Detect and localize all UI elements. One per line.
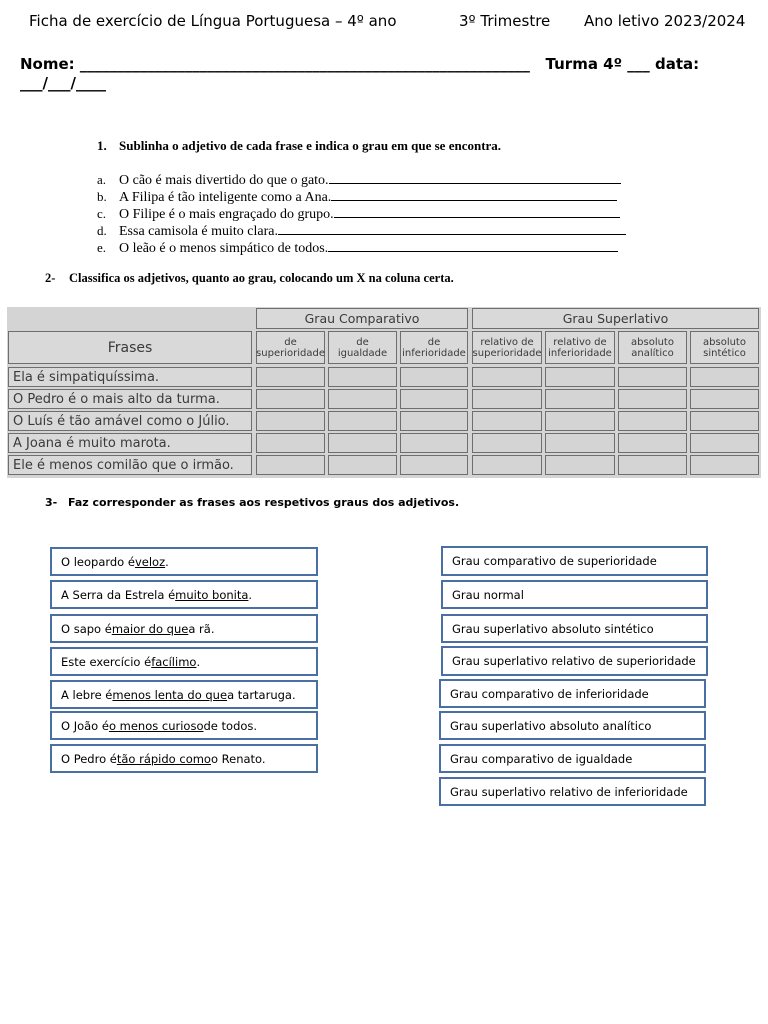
- table-row-sentence: O Pedro é o mais alto da turma.: [8, 389, 252, 409]
- degree-box[interactable]: Grau comparativo de superioridade: [441, 546, 708, 576]
- sentence-adjective: muito bonita: [175, 587, 249, 602]
- degree-box[interactable]: Grau normal: [441, 580, 708, 609]
- sentence-adjective: veloz: [134, 554, 166, 569]
- subheader-line: relativo de: [480, 336, 534, 348]
- exercise2-instruction: Classifica os adjetivos, quanto ao grau, colocando um X na coluna certa.: [69, 271, 454, 285]
- subheader-line: relativo de: [553, 336, 607, 348]
- answer-cell[interactable]: [690, 367, 759, 387]
- subheader-line: superioridade: [256, 347, 325, 359]
- item-letter: e.: [97, 240, 107, 255]
- degree-box[interactable]: Grau comparativo de igualdade: [439, 744, 706, 773]
- answer-cell[interactable]: [545, 455, 615, 475]
- sentence-box[interactable]: [50, 647, 318, 676]
- exercise2-number: 2-: [45, 271, 56, 285]
- answer-cell[interactable]: [472, 389, 542, 409]
- answer-cell[interactable]: [618, 433, 687, 453]
- degree-box[interactable]: Grau superlativo absoluto sintético: [441, 614, 708, 643]
- item-letter: a.: [97, 172, 107, 187]
- sentence-text: O leopardo é: [61, 554, 135, 569]
- degree-box[interactable]: Grau superlativo relativo de inferioridade: [439, 777, 706, 806]
- answer-cell[interactable]: [328, 411, 397, 431]
- answer-cell[interactable]: [618, 367, 687, 387]
- worksheet-header: [0, 12, 768, 34]
- sentence-text: O Pedro é: [61, 751, 117, 766]
- subheader-line: sintético: [703, 347, 746, 359]
- exercise1-item: [97, 239, 626, 256]
- table-row-sentence: A Joana é muito marota.: [8, 433, 252, 453]
- answer-cell[interactable]: [545, 433, 615, 453]
- answer-cell[interactable]: [472, 411, 542, 431]
- answer-cell[interactable]: [400, 433, 468, 453]
- table-row-sentence: Ele é menos comilão que o irmão.: [8, 455, 252, 475]
- sentence-box[interactable]: [50, 614, 318, 643]
- sentence-text: .: [196, 654, 201, 669]
- exercise1-item: [97, 171, 626, 188]
- item-letter: d.: [97, 223, 107, 238]
- subheader-comparativo-igualdade: [328, 331, 397, 364]
- subheader-absoluto-analitico: [618, 331, 687, 364]
- exercise1-instruction: Sublinha o adjetivo de cada frase e indica o grau em que se encontra.: [119, 138, 502, 153]
- answer-cell[interactable]: [618, 455, 687, 475]
- item-letter: c.: [97, 206, 107, 221]
- sentence-adjective: maior do que: [111, 621, 189, 636]
- header-grau-comparativo: Grau Comparativo: [256, 308, 468, 329]
- answer-cell[interactable]: [256, 367, 325, 387]
- answer-cell[interactable]: [545, 367, 615, 387]
- exercise3-number: 3-: [45, 496, 58, 509]
- degree-box[interactable]: Grau superlativo absoluto analítico: [439, 711, 706, 740]
- table-row-sentence: O Luís é tão amável como o Júlio.: [8, 411, 252, 431]
- answer-cell[interactable]: [472, 367, 542, 387]
- answer-cell[interactable]: [472, 433, 542, 453]
- header-grau-superlativo: Grau Superlativo: [472, 308, 759, 329]
- subheader-line: analítico: [631, 347, 674, 359]
- answer-blank[interactable]: [328, 239, 618, 252]
- table-row-sentence: Ela é simpatiquíssima.: [8, 367, 252, 387]
- worksheet-title: Ficha de exercício de Língua Portuguesa – 4º ano: [29, 12, 397, 30]
- term-label: 3º Trimestre: [459, 12, 551, 30]
- exercise1-list: [97, 171, 626, 256]
- school-year-label: Ano letivo 2023/2024: [584, 12, 746, 30]
- answer-cell[interactable]: [400, 411, 468, 431]
- answer-cell[interactable]: [545, 389, 615, 409]
- exercise3-heading: [45, 496, 459, 509]
- exercise2-heading: [45, 271, 454, 286]
- item-text: Essa camisola é muito clara.: [119, 224, 278, 239]
- sentence-text: O sapo é: [61, 621, 112, 636]
- subheader-absoluto-sintetico: [690, 331, 759, 364]
- subheader-line: inferioridade: [402, 347, 466, 359]
- subheader-comparativo-inferioridade: [400, 331, 468, 364]
- answer-blank[interactable]: [331, 188, 617, 201]
- sentence-text: o Renato.: [210, 751, 266, 766]
- sentence-text: O João é: [61, 718, 109, 733]
- subheader-relativo-inferioridade: [545, 331, 615, 364]
- subheader-line: absoluto: [703, 336, 746, 348]
- answer-cell[interactable]: [400, 455, 468, 475]
- answer-cell[interactable]: [400, 389, 468, 409]
- header-frases: Frases: [8, 331, 252, 364]
- subheader-relativo-superioridade: [472, 331, 542, 364]
- answer-cell[interactable]: [690, 389, 759, 409]
- subheader-line: absoluto: [631, 336, 674, 348]
- subheader-line: igualdade: [337, 347, 388, 359]
- answer-cell[interactable]: [256, 389, 325, 409]
- item-text: O cão é mais divertido do que o gato.: [119, 173, 329, 188]
- subheader-comparativo-superioridade: [256, 331, 325, 364]
- answer-cell[interactable]: [328, 367, 397, 387]
- subheader-line: superioridade: [472, 347, 542, 359]
- sentence-adjective: tão rápido como: [116, 751, 211, 766]
- sentence-text: Este exercício é: [61, 654, 152, 669]
- answer-cell[interactable]: [618, 389, 687, 409]
- sentence-text: de todos.: [203, 718, 258, 733]
- sentence-box[interactable]: [50, 711, 318, 740]
- exercise1-item: [97, 222, 626, 239]
- answer-cell[interactable]: [545, 411, 615, 431]
- sentence-text: a tartaruga.: [227, 687, 296, 702]
- answer-cell[interactable]: [256, 455, 325, 475]
- exercise1-item: [97, 205, 626, 222]
- exercise1-number: 1.: [97, 138, 107, 153]
- answer-cell[interactable]: [256, 411, 325, 431]
- item-letter: b.: [97, 189, 107, 204]
- sentence-adjective: o menos curioso: [108, 718, 204, 733]
- answer-cell[interactable]: [618, 411, 687, 431]
- answer-blank[interactable]: [329, 171, 621, 184]
- sentence-box[interactable]: [50, 547, 318, 576]
- sentence-box[interactable]: [50, 744, 318, 773]
- classification-table: [7, 307, 761, 478]
- answer-cell[interactable]: [328, 389, 397, 409]
- answer-cell[interactable]: [690, 411, 759, 431]
- subheader-line: de: [427, 336, 441, 348]
- sentence-adjective: menos lenta do que: [112, 687, 228, 702]
- item-text: A Filipa é tão inteligente como a Ana.: [119, 190, 332, 205]
- answer-cell[interactable]: [256, 433, 325, 453]
- exercise1-heading: [97, 138, 501, 154]
- item-text: O leão é o menos simpático de todos.: [119, 241, 329, 256]
- degree-box[interactable]: Grau superlativo relativo de superioridade: [441, 646, 708, 676]
- sentence-text: A lebre é: [61, 687, 113, 702]
- answer-cell[interactable]: [328, 433, 397, 453]
- answer-cell[interactable]: [328, 455, 397, 475]
- student-info-line[interactable]: Nome: ____________________________________________________________ Turma 4º ___ data: ___/___/____: [20, 55, 705, 92]
- exercise3-instruction: Faz corresponder as frases aos respetivos graus dos adjetivos.: [68, 496, 460, 509]
- sentence-text: .: [248, 587, 253, 602]
- degree-box[interactable]: Grau comparativo de inferioridade: [439, 679, 706, 708]
- sentence-text: A Serra da Estrela é: [61, 587, 176, 602]
- answer-blank[interactable]: [334, 205, 620, 218]
- sentence-box[interactable]: [50, 680, 318, 709]
- item-text: O Filipe é o mais engraçado do grupo.: [119, 207, 334, 222]
- answer-blank[interactable]: [278, 222, 626, 235]
- answer-cell[interactable]: [690, 433, 759, 453]
- sentence-adjective: facílimo: [151, 654, 197, 669]
- subheader-line: de: [356, 336, 369, 348]
- answer-cell[interactable]: [400, 367, 468, 387]
- sentence-text: .: [165, 554, 169, 569]
- answer-cell[interactable]: [690, 455, 759, 475]
- sentence-text: a rã.: [188, 621, 215, 636]
- subheader-line: de: [284, 336, 297, 348]
- answer-cell[interactable]: [472, 455, 542, 475]
- exercise1-item: [97, 188, 626, 205]
- sentence-box[interactable]: [50, 580, 318, 609]
- subheader-line: inferioridade: [548, 347, 612, 359]
